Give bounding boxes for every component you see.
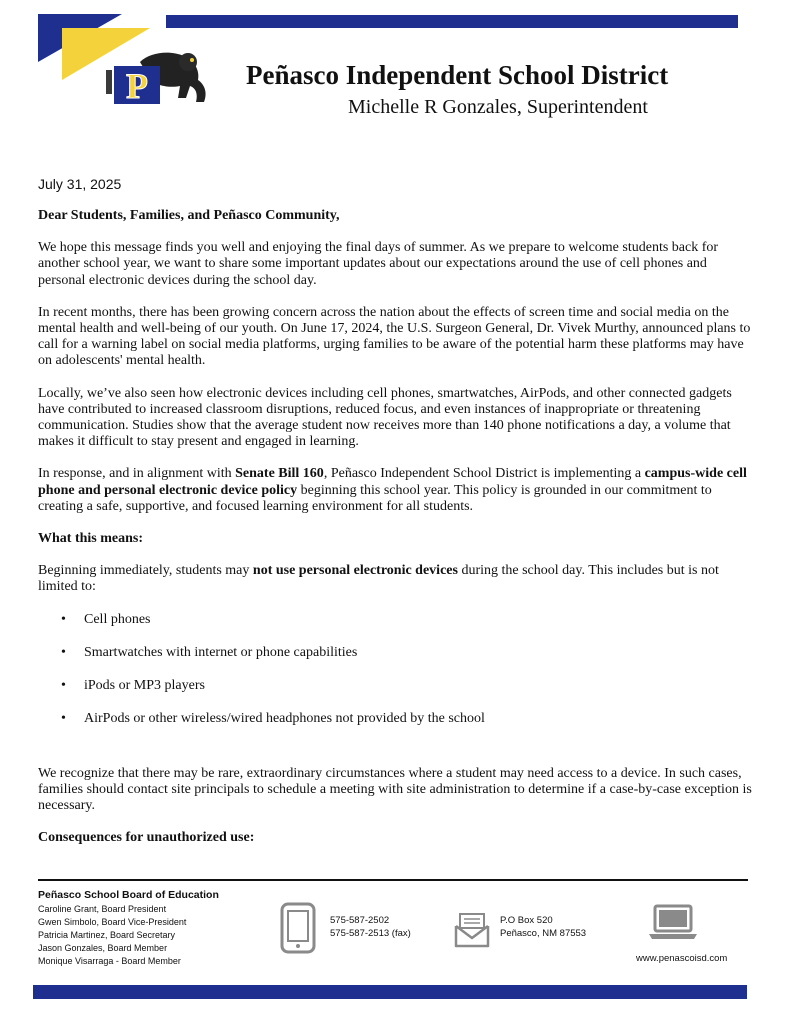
website-link[interactable]: www.penascoisd.com	[636, 953, 728, 964]
policy-name: campus-wide cell phone and personal electronic device policy	[38, 466, 747, 498]
letter-date: July 31, 2025	[38, 176, 122, 192]
phone-icon	[280, 902, 316, 954]
bullet-icon: •	[61, 710, 66, 726]
board-title: Peñasco School Board of Education	[38, 889, 219, 901]
paragraph-national-concern: In recent months, there has been growing concern across the nation about the effects of screen time and social media on the mental health and well-being of our youth. On June 17, 2024, the U.S. Surgeon General, Dr. Vivek Murthy, announced plans to call for a warning label on social media platforms, urging families to be aware of the potential harm these platforms may have on adolescents' mental health.	[38, 304, 751, 369]
paragraph-intro: We hope this message finds you well and enjoying the final days of summer. As we prepare to welcome students back for another school year, we want to share some important updates about our expectations around the use of cell phones and personal electronic devices during the school day.	[38, 240, 719, 288]
bullet-icon: •	[61, 644, 66, 660]
bullet-icon: •	[61, 677, 66, 693]
heading-consequences: Consequences for unauthorized use:	[38, 830, 255, 846]
board-member: Gwen Simbolo, Board Vice-President	[38, 917, 187, 927]
board-member: Jason Gonzales, Board Member	[38, 943, 168, 953]
list-item: • Cell phones	[61, 611, 151, 627]
list-item: • iPods or MP3 players	[61, 677, 205, 693]
device-list	[38, 612, 756, 744]
laptop-icon	[648, 904, 698, 940]
board-member: Monique Visarraga - Board Member	[38, 956, 181, 966]
city-state-zip: Peñasco, NM 87553	[500, 928, 587, 939]
district-name: Peñasco Independent School District	[246, 60, 669, 90]
contact-phones	[330, 914, 411, 940]
paragraph-restriction: Beginning immediately, students may not use personal electronic devices during the school day. This includes but is not limited to:	[38, 563, 719, 595]
letter-body	[38, 208, 756, 862]
list-item: • AirPods or other wireless/wired headphones not provided by the school	[61, 710, 485, 726]
footer-blue-bar	[33, 985, 747, 999]
restriction-emphasis: not use personal electronic devices	[252, 563, 458, 579]
board-member: Patricia Martinez, Board Secretary	[38, 930, 176, 940]
letter-greeting: Dear Students, Families, and Peñasco Community,	[38, 208, 340, 223]
board-of-education	[38, 889, 219, 968]
bullet-icon: •	[61, 611, 66, 627]
paragraph-local-impact: Locally, we’ve also seen how electronic devices including cell phones, smartwatches, AirPods, and other connected gadgets have contributed to increased classroom disruptions, reduced focus, and even instances of inappropriate or threatening communication. Studies show that the average student now receives more than 140 phone notifications a day, a volume that makes it difficult to stay present and engaged in learning.	[38, 385, 732, 450]
logo-letter: P	[126, 66, 148, 106]
senate-bill-reference: Senate Bill 160	[235, 466, 324, 482]
superintendent-name: Michelle R Gonzales, Superintendent	[348, 96, 648, 118]
list-item: • Smartwatches with internet or phone capabilities	[61, 644, 358, 660]
paragraph-exceptions: We recognize that there may be rare, extraordinary circumstances where a student may need access to a device. In such cases, families should contact site principals to schedule a meeting with site administration to determine if a case-by-case exception is necessary.	[38, 765, 752, 814]
mailing-address	[500, 914, 586, 940]
phone-number: 575-587-2502	[330, 915, 390, 926]
fax-number: 575-587-2513 (fax)	[330, 928, 411, 939]
mail-icon	[454, 912, 490, 948]
footer-divider	[38, 879, 748, 881]
po-box: P.O Box 520	[500, 915, 553, 926]
panther-logo-icon	[100, 48, 212, 108]
heading-what-this-means: What this means:	[38, 531, 144, 547]
header-blue-bar	[166, 15, 738, 28]
board-member: Caroline Grant, Board President	[38, 904, 167, 914]
paragraph-policy: In response, and in alignment with Senate Bill 160, Peñasco Independent School District is implementing a campus-wide cell phone and personal electronic device policy beginning this school year. This policy is grounded in our commitment to creating a safe, supportive, and focused learning environment for all students.	[38, 466, 747, 514]
